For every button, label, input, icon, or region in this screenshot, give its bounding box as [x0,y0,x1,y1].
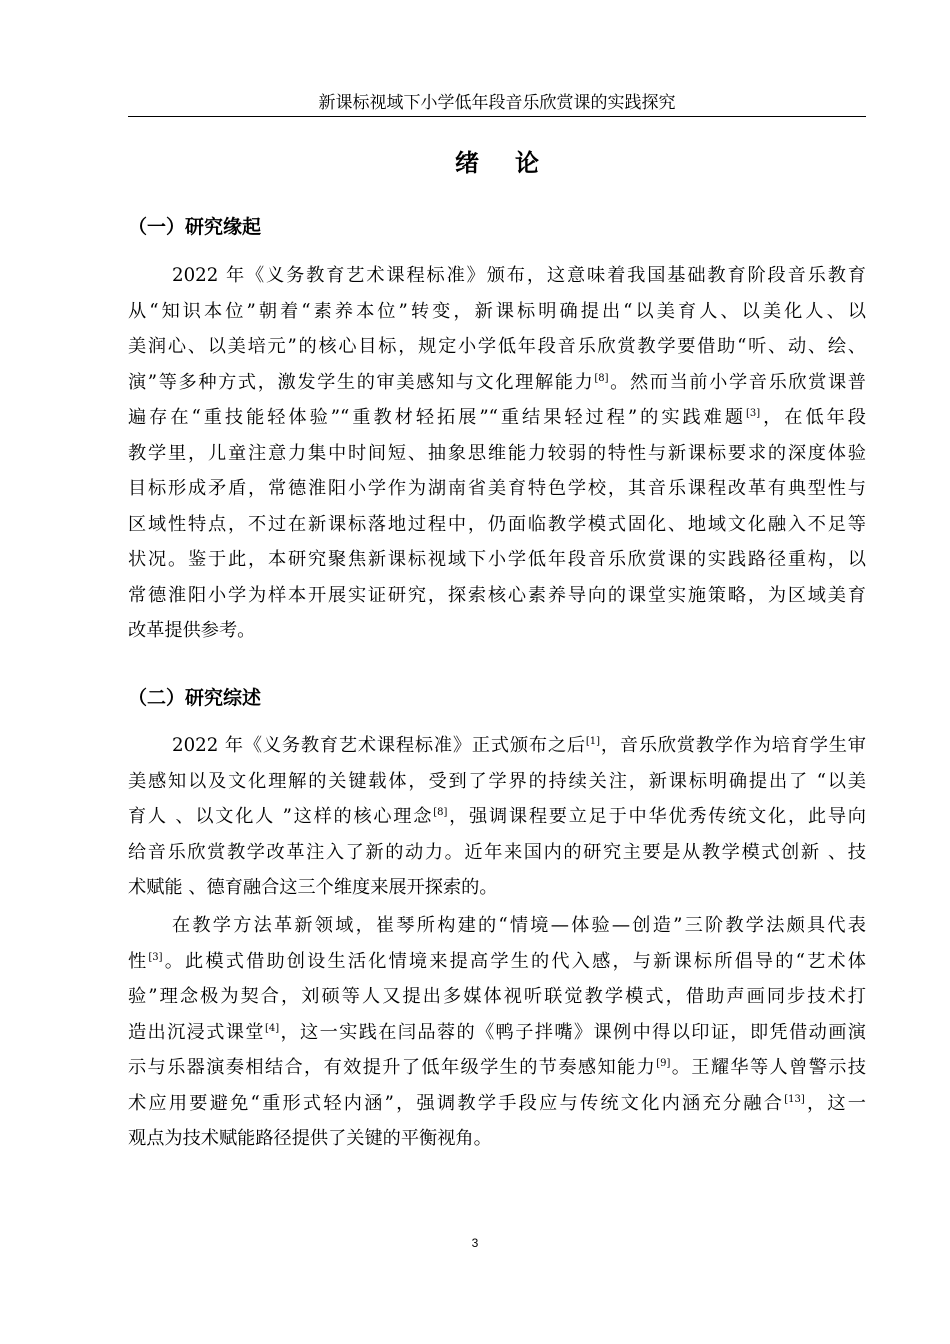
text-segment: 改革提供参考。 [128,620,256,641]
text-line [128,799,866,835]
citation-mark: [1] [585,736,601,747]
citation-mark: [8] [433,807,448,818]
text-segment: 教学里，儿童注意力集中时间短、抽象思维能力较弱的特性与新课标要求的深度体验 [128,442,866,464]
citation-mark: [4] [264,1022,280,1034]
running-header: 新课标视域下小学低年段音乐欣赏课的实践探究 [318,93,676,113]
citation-mark: [3] [148,951,163,963]
text-segment: 在教学方法革新领域，崔琴所构建的“情境—体验—创造”三阶教学法颇具代表 [172,915,866,936]
text-line [128,400,866,436]
header-rule [128,116,866,117]
text-line [128,908,866,944]
text-segment: 性 [128,950,149,972]
text-line [128,979,866,1015]
chapter-title: 绪论 [455,149,575,177]
citation-mark: [3] [745,408,761,419]
text-line [128,764,866,800]
text-segment: 2022 年《义务教育艺术课程标准》正式颁布之后 [172,735,586,756]
text-segment: 。此模式借助创设生活化情境来提高学生的代入感，与新课标所倡导的“艺术体 [162,950,866,972]
text-segment: 观点为技术赋能路径提供了关键的平衡视角。 [128,1128,492,1149]
text-segment: 造出沉浸式课堂 [128,1021,265,1043]
text-line [128,258,866,294]
paragraph [128,908,866,1157]
text-line [128,944,866,980]
text-segment: ，这一实践在闫品蓉的《鸭子拌嘴》课例中得以印证，即凭借动画演 [279,1021,866,1043]
text-segment: ，强调课程要立足于中华优秀传统文化，此导向 [447,806,866,827]
text-segment: 美润心、以美培元”的核心目标，规定小学低年段音乐欣赏教学要借助“听、动、绘、 [128,336,866,357]
text-line [128,294,866,330]
text-line [128,329,866,365]
text-segment: 育人 、以文化人 ”这样的核心理念 [128,806,434,827]
text-line [128,835,866,871]
text-line [128,1121,866,1157]
text-line [128,507,866,543]
paragraph [128,258,866,649]
text-segment: 术应用要避免“重形式轻内涵”，强调教学手段应与传统文化内涵充分融合 [128,1092,785,1114]
text-line [128,613,866,649]
section-heading-origin: （一）研究缘起 [128,216,262,238]
paragraph [128,728,866,906]
text-segment: ，这一 [804,1092,866,1114]
text-segment: 给音乐欣赏教学改革注入了新的动力。近年来国内的研究主要是从教学模式创新 、技 [128,841,866,863]
text-line [128,870,866,906]
text-segment: 术赋能 、德育融合这三个维度来展开探索的。 [128,877,498,898]
text-line [128,578,866,614]
text-segment: 。然而当前小学音乐欣赏课普 [608,371,866,393]
text-line [128,365,866,401]
page-number: 3 [471,1236,479,1250]
text-line [128,1015,866,1051]
text-segment: 示与乐器演奏相结合，有效提升了低年级学生的节奏感知能力 [128,1057,657,1078]
text-line [128,471,866,507]
text-segment: ，在低年段 [760,407,866,428]
text-segment: 从“知识本位”朝着“素养本位”转变，新课标明确提出“以美育人、以美化人、以 [128,300,866,322]
text-line [128,728,866,764]
text-segment: 美感知以及文化理解的关键载体，受到了学界的持续关注，新课标明确提出了 “以美 [128,770,866,792]
text-segment: 演”等多种方式，激发学生的审美感知与文化理解能力 [128,371,595,393]
text-segment: 。王耀华等人曾警示技 [670,1057,866,1078]
text-segment: 目标形成矛盾，常德淮阳小学作为湖南省美育特色学校，其音乐课程改革有典型性与 [128,478,866,499]
text-line [128,1086,866,1122]
text-segment: 遍存在“重技能轻体验”“重教材轻拓展”“重结果轻过程”的实践难题 [128,407,746,428]
citation-mark: [13] [784,1093,805,1105]
citation-mark: [8] [594,372,609,384]
text-segment: 状况。鉴于此，本研究聚焦新课标视域下小学低年段音乐欣赏课的实践路径重构，以 [128,549,866,570]
text-segment: 2022 年《义务教育艺术课程标准》颁布，这意味着我国基础教育阶段音乐教育 [172,265,866,286]
text-segment: ，音乐欣赏教学作为培育学生审 [600,735,866,756]
text-segment: 常德淮阳小学为样本开展实证研究，探索核心素养导向的课堂实施策略，为区域美育 [128,584,866,606]
citation-mark: [9] [656,1058,671,1069]
text-line [128,542,866,578]
text-line [128,436,866,472]
text-segment: 验”理念极为契合，刘硕等人又提出多媒体视听联觉教学模式，借助声画同步技术打 [128,986,866,1007]
text-segment: 区域性特点，不过在新课标落地过程中，仍面临教学模式固化、地域文化融入不足等 [128,513,866,535]
text-line [128,1050,866,1086]
section-heading-review: （二）研究综述 [128,687,262,709]
